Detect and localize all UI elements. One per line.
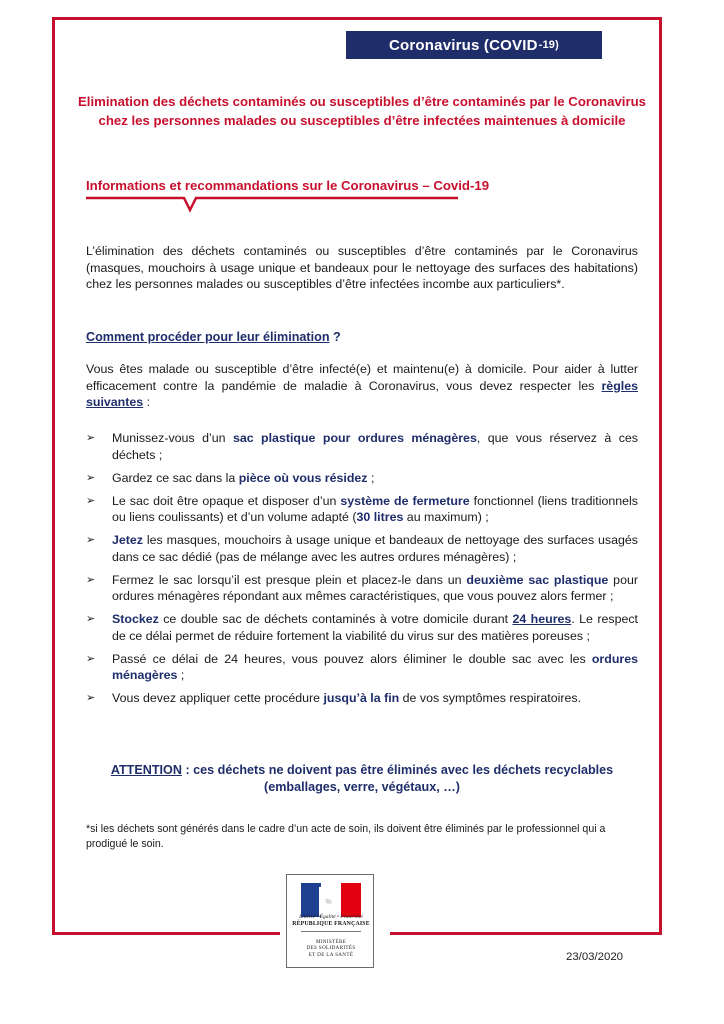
list-item-text: de vos symptômes respiratoires.: [399, 691, 582, 706]
list-item-text: Fermez le sac lorsqu’il est presque plein et placez-le dans un: [112, 572, 467, 587]
list-item-text: Gardez ce sac dans la: [112, 470, 239, 485]
list-item-text: ce double sac de déchets contaminés à votre domicile durant: [158, 612, 513, 627]
attention-label: ATTENTION: [110, 763, 182, 777]
main-title: Elimination des déchets contaminés ou susceptibles d’être contaminés par le Coronavirus chez les personnes malades ou susceptibles d’être infectées maintenues à domicile: [78, 94, 646, 128]
list-item-text: pour ordures ménagères répondant aux mêmes caractéristiques, que vous pouvez alors fermer ;: [112, 572, 638, 604]
footnote: *si les déchets sont générés dans le cadre d’un acte de soin, ils doivent être éliminés par le professionnel qui a prodigué le soin.: [86, 823, 606, 850]
list-item: [86, 572, 638, 605]
instructions-suffix: :: [143, 395, 151, 410]
logo-ministry: MINISTÈRE DES SOLIDARITÉS ET DE LA SANTÉ: [306, 939, 356, 958]
logo-divider: [301, 931, 361, 932]
recommendation-list: [86, 430, 638, 713]
header-title-suffix: -19): [538, 39, 559, 51]
list-item: [86, 690, 638, 707]
list-item-emphasis: 30 litres: [356, 510, 404, 525]
list-item: [86, 470, 638, 487]
list-item: [86, 532, 638, 565]
list-item-text: Le sac doit être opaque et disposer d’un: [112, 493, 341, 508]
header-title: Coronavirus (COVID: [389, 36, 538, 54]
subtitle-underline: [86, 196, 458, 216]
list-item-text: ;: [177, 668, 185, 683]
logo-republic: RÉPUBLIQUE FRANÇAISE: [292, 921, 370, 927]
list-item-emphasis: deuxième sac plastique: [466, 572, 609, 587]
list-item-text: Vous devez appliquer cette procédure: [112, 691, 324, 706]
arrow-bullet-icon: ➢: [86, 534, 96, 547]
attention-notice: [86, 762, 638, 796]
subtitle: Informations et recommandations sur le Coronavirus – Covid-19: [86, 178, 490, 193]
marianne-flag-icon: [301, 883, 361, 917]
list-item-emphasis: sac plastique pour ordures ménagères: [232, 431, 477, 445]
list-item-text: au maximum) ;: [403, 510, 489, 525]
list-item-emphasis: pièce où vous résidez: [238, 470, 368, 485]
attention-text: : ces déchets ne doivent pas être éliminés avec les déchets recyclables (emballages, verre, végétaux, …): [181, 763, 614, 794]
document-date: 23/03/2020: [566, 951, 624, 963]
instructions-emphasis: règles suivantes: [86, 378, 638, 410]
ministry-logo: [286, 874, 374, 968]
arrow-bullet-icon: ➢: [86, 692, 96, 705]
instructions-paragraph: [86, 361, 638, 411]
intro-footnote-mark: *.: [556, 277, 565, 292]
list-item-text: Munissez-vous d’un: [112, 431, 233, 445]
list-item-text: les masques, mouchoirs à usage unique et bandeaux de nettoyage des surfaces usagés dans ce sac dédié (pas de mélange avec les autres ordures ménagères) ;: [112, 533, 638, 564]
list-item-emphasis: 24 heures: [512, 612, 572, 627]
arrow-bullet-icon: ➢: [86, 494, 96, 507]
arrow-bullet-icon: ➢: [86, 471, 96, 484]
header-banner: [346, 31, 602, 59]
intro-text: L’élimination des déchets contaminés ou susceptibles d’être contaminés par le Coronavirus (masques, mouchoirs à usage unique et bandeaux pour le nettoyage des surfaces des habitations) chez les personnes malades ou susceptibles d’être infectées incombe aux particuliers: [86, 244, 638, 292]
list-item-text: . Le respect de ce délai permet de réduire fortement la viabilité du virus sur des matières poreuses ;: [112, 612, 638, 643]
list-item-text: ;: [367, 470, 375, 485]
list-item: [86, 611, 638, 644]
instructions-text: Vous êtes malade ou susceptible d’être infecté(e) et maintenu(e) à domicile. Pour aider à lutter efficacement contre la pandémie de maladie à Coronavirus, vous devez respecter les: [86, 362, 638, 393]
list-item: [86, 651, 638, 684]
arrow-bullet-icon: ➢: [86, 652, 96, 665]
list-item-emphasis: ordures ménagères: [112, 651, 638, 683]
intro-paragraph: [86, 243, 638, 293]
section-heading-suffix: ?: [329, 330, 341, 344]
section-heading-text: Comment procéder pour leur élimination: [86, 330, 330, 344]
list-item-emphasis: Stockez: [112, 612, 159, 627]
list-item: [86, 493, 638, 526]
section-heading: [86, 330, 341, 344]
list-item-emphasis: système de fermeture: [340, 493, 470, 508]
list-item-text: , que vous réservez à ces déchets ;: [112, 431, 638, 462]
list-item-emphasis: Jetez: [112, 533, 143, 548]
arrow-bullet-icon: ➢: [86, 573, 96, 586]
list-item-text: Passé ce délai de 24 heures, vous pouvez alors éliminer le double sac avec les: [112, 651, 592, 666]
arrow-bullet-icon: ➢: [86, 613, 96, 626]
list-item: [86, 430, 638, 463]
logo-motto: Liberté • Égalité • Fraternité: [299, 914, 363, 920]
arrow-bullet-icon: ➢: [86, 432, 96, 444]
list-item-text: fonctionnel (liens traditionnels ou liens coulissants) et d’un volume adapté (: [112, 493, 638, 525]
list-item-emphasis: jusqu’à la fin: [323, 691, 400, 706]
